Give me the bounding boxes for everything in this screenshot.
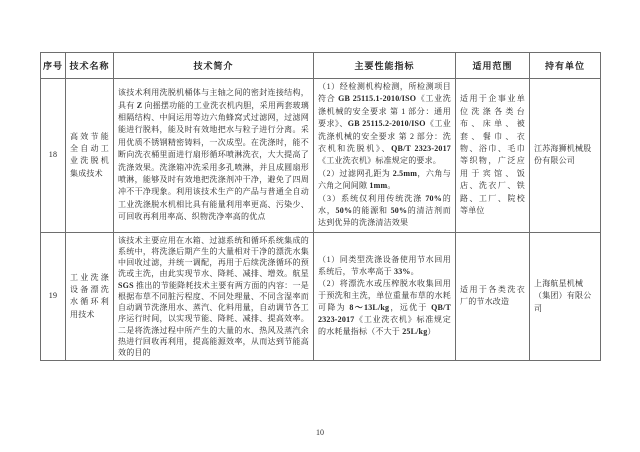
holding-company: 上海航星机械（集团）有限公司: [530, 232, 601, 360]
indicator-item: （2）过滤网孔距为 2.5mm，六角与六角之间间隙 1mm。: [318, 168, 451, 191]
table-header-row: [41, 53, 601, 79]
indicator-item: （1）同类型洗涤设备使用节水回用系统后，节水率高于 33%。: [318, 255, 451, 277]
applicable-scope: 适用于各类洗衣厂的节水改造: [456, 232, 530, 360]
table-row: [41, 79, 601, 233]
indicator-item: （3）系统仅利用传统洗涤 70%的水，50%的能源和 50%的清洁剂而达到优异的洗涤清洁效果: [318, 193, 452, 228]
technology-name: 高效节能全自动工业洗脱机集成技术: [66, 79, 114, 233]
row-no: 19: [41, 232, 66, 360]
performance-indicators: [314, 232, 456, 360]
table-row: [41, 232, 601, 360]
indicator-item: （2）将漂洗水或压榨脱水收集回用于预洗和主洗，单位重量布草的水耗可降为 8～13L/kg，远优于 QB/T 2323-2017《工业洗衣机》标准规定的水耗量指标（不大于 25L/kg）: [318, 279, 451, 337]
row-no: 18: [41, 79, 66, 233]
indicator-item: （1）经检测机构检测，所检测项目符合 GB 25115.1-2010/ISO《工业洗涤机械的安全要求 第 1 部分：通用要求》、GB 25115.2-2010/ISO《工业洗涤机械的安全要求 第 2 部分：洗衣机和洗脱机》、QB/T 2323-2017《工业洗衣机》标准规定的要求。: [318, 82, 452, 166]
technology-intro: 该技术主要应用在水箱、过滤系统和循环系统集成的系统中，将洗涤后期产生的大量相对干净的漂洗水集中回收过滤，并统一调配，再用于后续洗涤循环的预洗或主洗，由此实现节水、降耗、减排、增效。航星 SGS 推出的节能降耗技术主要有两方面的内容：一是根据布草不同脏污程度、不同处理量、不同含湿率而自动调节洗涤用水、蒸汽、化料用量，自动调节各工序运行时间，以实现节能、降耗、减排、提高效率。二是将洗涤过程中所产生的大量的水、热风及蒸汽余热进行回收再利用，提高能源效率，从而达到节能高效的目的: [114, 232, 314, 360]
technology-table: [40, 52, 601, 361]
performance-indicators: [314, 79, 456, 233]
technology-intro: 该技术利用洗脱机桶体与主轴之间的密封连接结构，具有 Z 向摇摆功能的工业洗衣机内胆，采用两套玻璃相隔结构、中间运用等边六角蜂窝式过滤网，过滤网能进行脱料，能及时有效地把水与粒子进行分离。采用优质不锈钢精密铸料，一次成型。在洗涤时，能不断向洗衣桶里面进行扇形循环喷淋洗衣，大大提高了洗涤效果。洗涤箱冲洗采用多孔喷淋，并且成圆扇形喷淋，能够及时有效地把洗涤剂冲干净，避免了四周冲不干净现象。利用该技术生产的产品与普通全自动工业洗涤脱水机相比具有能量利用率更高、污染少、可回收再利用率高、织物洗净率高的优点: [114, 79, 314, 233]
header-cell-holder: 持有单位: [530, 53, 601, 79]
header-cell-intro: 技术简介: [114, 53, 314, 79]
page-number: 10: [316, 428, 324, 437]
header-cell-no: 序号: [41, 53, 66, 79]
holding-company: 江苏海狮机械股份有限公司: [530, 79, 601, 233]
header-cell-name: 技术名称: [66, 53, 114, 79]
technology-name: 工业洗涤设备漂洗水循环利用技术: [66, 232, 114, 360]
applicable-scope: 适用于企事业单位洗涤各类台布、床单、被套、餐巾、衣物、浴巾、毛巾等织物，广泛应用于宾馆、饭店、洗衣厂、铁路、工厂、院校等单位: [456, 79, 530, 233]
header-cell-indicators: 主要性能指标: [314, 53, 456, 79]
header-cell-scope: 适用范围: [456, 53, 530, 79]
